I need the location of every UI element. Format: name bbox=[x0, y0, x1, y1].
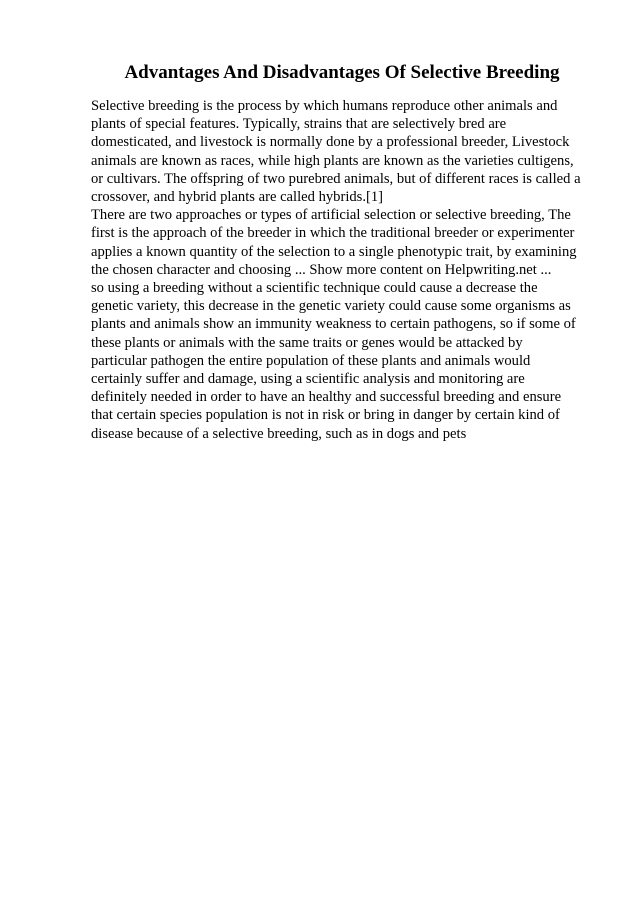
body-line: these plants or animals with the same traits or genes would be attacked by bbox=[91, 334, 523, 351]
body-line: animals are known as races, while high plants are known as the varieties cultigens, bbox=[91, 152, 574, 169]
body-line: the chosen character and choosing ... Show more content on Helpwriting.net ... bbox=[91, 261, 552, 278]
body-line: genetic variety, this decrease in the genetic variety could cause some organisms as bbox=[91, 298, 571, 315]
body-line: Selective breeding is the process by which humans reproduce other animals and bbox=[91, 98, 558, 114]
document-title bbox=[0, 61, 638, 85]
body-line: applies a known quantity of the selection to a single phenotypic trait, by examining bbox=[91, 243, 577, 260]
body-line: that certain species population is not in risk or bring in danger by certain kind of bbox=[91, 407, 560, 424]
body-line: plants and animals show an immunity weakness to certain pathogens, so if some of bbox=[91, 316, 576, 333]
body-line: first is the approach of the breeder in which the traditional breeder or experimenter bbox=[91, 225, 575, 242]
body-line: or cultivars. The offspring of two purebred animals, but of different races is called a bbox=[91, 170, 581, 187]
body-line: so using a breeding without a scientific technique could cause a decrease the bbox=[91, 280, 538, 297]
body-line: domesticated, and livestock is normally done by a professional breeder, Livestock bbox=[91, 134, 570, 151]
body-line: certainly suffer and damage, using a scientific analysis and monitoring are bbox=[91, 371, 525, 388]
body-line: There are two approaches or types of artificial selection or selective breeding, The bbox=[91, 207, 571, 224]
body-line: crossover, and hybrid plants are called hybrids.[1] bbox=[91, 189, 384, 206]
document-title-text: Advantages And Disadvantages Of Selective Breeding bbox=[124, 62, 560, 83]
body-line: definitely needed in order to have an healthy and successful breeding and ensure bbox=[91, 389, 562, 406]
body-line: particular pathogen the entire population of these plants and animals would bbox=[91, 352, 531, 369]
body-line: plants of special features. Typically, strains that are selectively bred are bbox=[91, 116, 507, 133]
document-body bbox=[91, 97, 591, 443]
body-line: disease because of a selective breeding, such as in dogs and pets bbox=[91, 425, 467, 442]
